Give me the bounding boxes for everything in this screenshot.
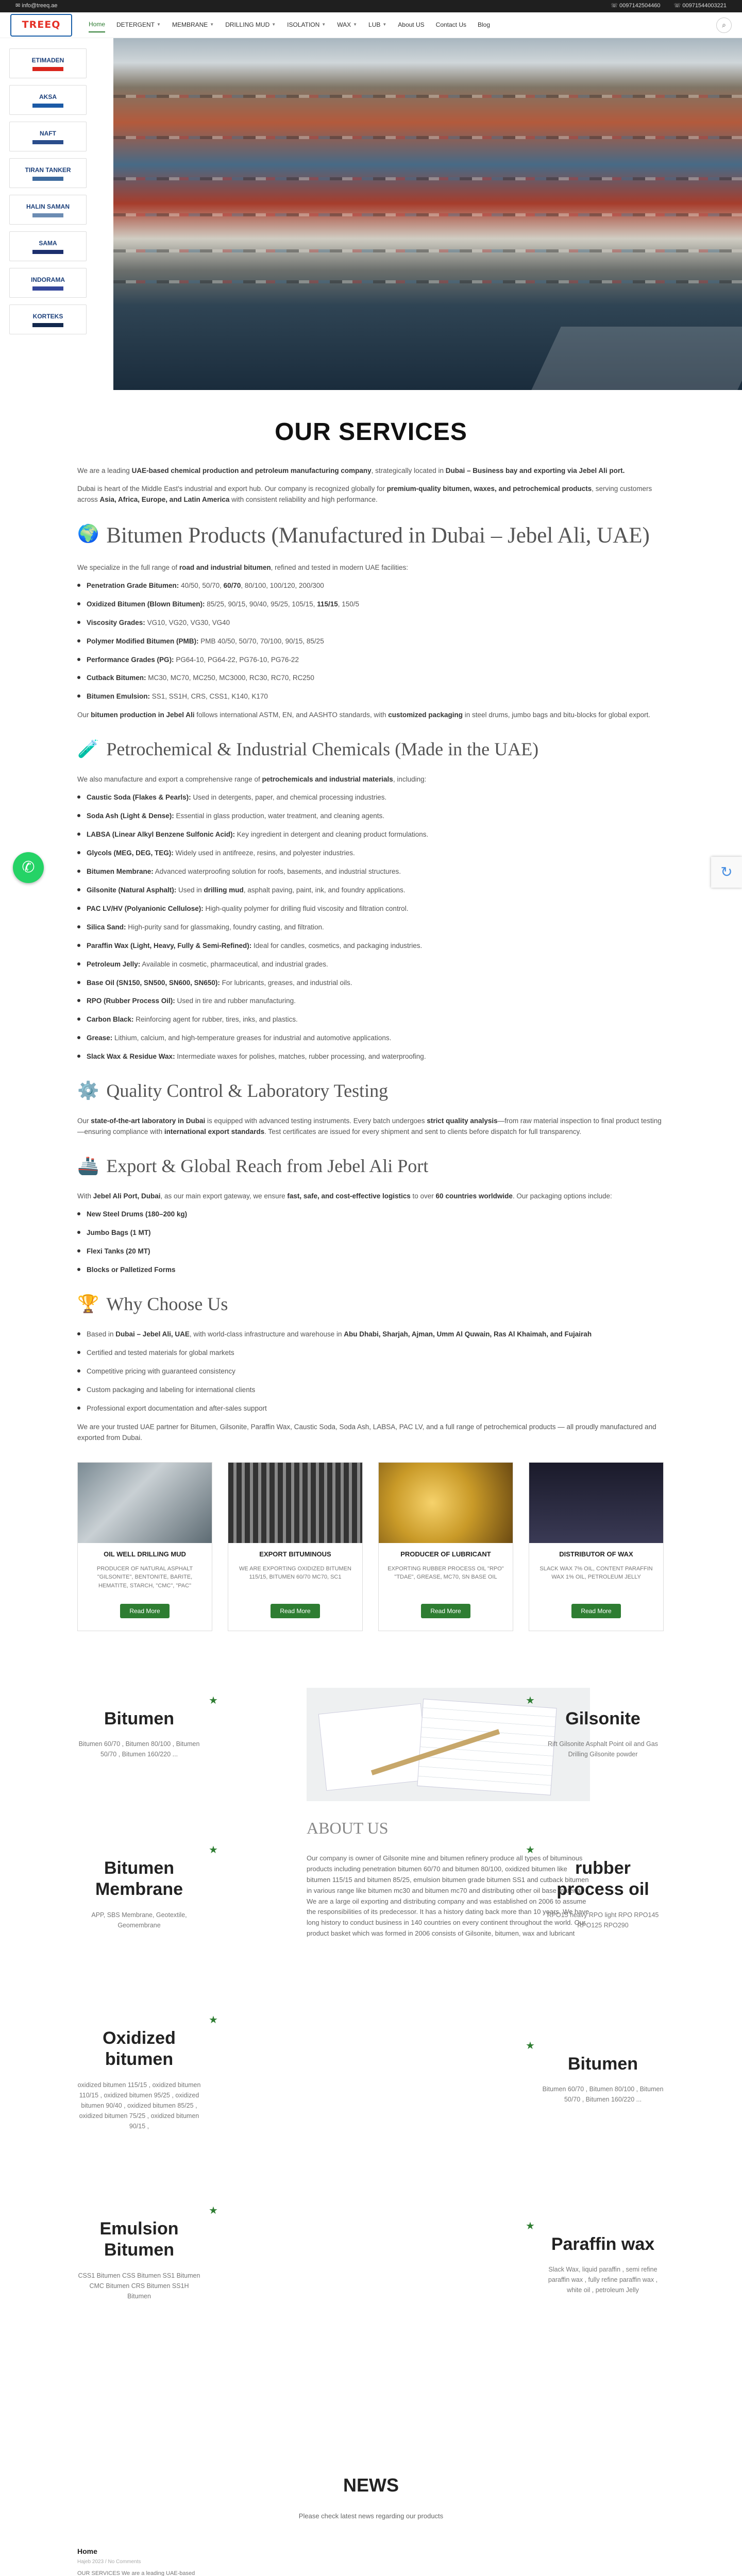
product-block[interactable]: [541, 2054, 665, 2105]
service-card-title: PRODUCER OF LUBRICANT: [400, 1550, 491, 1558]
bitumen-icon: 🌍: [77, 524, 99, 544]
product-name: Paraffin wax: [551, 2234, 655, 2254]
partner-logo[interactable]: KORTEKS: [9, 304, 87, 334]
why-list: [77, 1329, 665, 1414]
search-button[interactable]: [716, 18, 732, 33]
product-name: Gilsonite: [565, 1708, 640, 1728]
brand-color-bar: [32, 104, 63, 108]
star-icon: ★: [209, 2014, 218, 2026]
why-list-item: Certified and tested materials for global markets: [77, 1348, 665, 1359]
export-list-item: Blocks or Palletized Forms: [77, 1265, 665, 1276]
service-card: [529, 1462, 664, 1631]
service-card-image: [228, 1463, 362, 1543]
why-heading: 🏆 Why Choose Us: [77, 1293, 665, 1316]
hero-container-ship-photo: [113, 38, 742, 390]
chemicals-list-item: Caustic Soda (Flakes & Pearls): Used in detergents, paper, and chemical processing industries.: [77, 792, 665, 803]
news-item-title[interactable]: Home: [77, 2547, 97, 2555]
menu-item-contact-us[interactable]: Contact Us: [435, 21, 467, 29]
why-outro-paragraph: We are your trusted UAE partner for Bitumen, Gilsonite, Paraffin Wax, Caustic Soda, Soda Ash, LABSA, PAC LV, and a full range of petrochemical products — all proudly manufactured and exported from Dubai.: [77, 1422, 656, 1442]
services-intro-paragraph: Dubai is heart of the Middle East's industrial and export hub. Our company is recognized globally for premium-quality bitumen, waxes, and petrochemical products, serving customers across Asia, Africa, Europe, and Latin America with consistent reliability and high performance.: [77, 485, 652, 504]
partner-logo[interactable]: HALIN SAMAN: [9, 195, 87, 225]
bitumen-list-item: Viscosity Grades: VG10, VG20, VG30, VG40: [77, 618, 665, 629]
brand-color-bar: [32, 250, 63, 254]
phone-icon: ☏: [611, 3, 619, 9]
products-section: [77, 1688, 665, 2471]
topbar-phone-2[interactable]: ☏ 00971544003221: [673, 3, 727, 9]
main-content: [0, 390, 742, 2576]
service-card-description: WE ARE EXPORTING OXIDIZED BITUMEN 115/15, BITUMEN 60/70 MC70, SC1: [239, 1565, 351, 1581]
chevron-down-icon: ▼: [353, 22, 358, 27]
partner-logo[interactable]: ETIMADEN: [9, 48, 87, 78]
service-card-image: [78, 1463, 212, 1543]
product-block[interactable]: [77, 2218, 201, 2301]
star-icon: ★: [526, 1844, 535, 1856]
export-text-paragraph: With Jebel Ali Port, Dubai, as our main export gateway, we ensure fast, safe, and cost-effective logistics to over 60 countries worldwide. Our packaging options include:: [77, 1192, 612, 1200]
brand-color-bar: [32, 140, 63, 144]
chemicals-list-item: Base Oil (SN150, SN500, SN600, SN650): For lubricants, greases, and industrial oils.: [77, 978, 665, 989]
quality-heading: ⚙️ Quality Control & Laboratory Testing: [77, 1080, 665, 1103]
read-more-button[interactable]: Read More: [120, 1604, 170, 1618]
why-list-item: Custom packaging and labeling for international clients: [77, 1385, 665, 1396]
hero-banner: [0, 38, 742, 390]
services-section: [77, 390, 665, 1444]
chevron-down-icon: ▼: [272, 22, 276, 27]
brand-color-bar: [32, 67, 63, 71]
product-description: Bitumen 60/70 , Bitumen 80/100 , Bitumen 50/70 , Bitumen 160/220 ...: [78, 1740, 200, 1758]
product-name: Emulsion Bitumen: [99, 2218, 179, 2260]
chemicals-list: [77, 792, 665, 1062]
product-description: Slack Wax, liquid paraffin , semi refine paraffin wax , fully refine paraffin wax , white oil , petroleum Jelly: [548, 2266, 658, 2294]
service-card: [77, 1462, 212, 1631]
quality-icon: ⚙️: [77, 1081, 99, 1101]
star-icon: ★: [209, 1694, 218, 1706]
chemicals-list-item: Gilsonite (Natural Asphalt): Used in drilling mud, asphalt paving, paint, ink, and foundry applications.: [77, 885, 665, 896]
whatsapp-icon: ✆: [22, 858, 35, 876]
product-block[interactable]: [541, 1708, 665, 1759]
service-card-image: [529, 1463, 663, 1543]
star-icon: ★: [526, 1694, 535, 1706]
topbar-email[interactable]: ✉ info@treeq.ae: [15, 3, 58, 9]
read-more-button[interactable]: Read More: [271, 1604, 320, 1618]
chemicals-list-item: Paraffin Wax (Light, Heavy, Fully & Semi-Refined): Ideal for candles, cosmetics, and packaging industries.: [77, 941, 665, 952]
product-name: Bitumen: [568, 2054, 638, 2074]
menu-item-wax[interactable]: WAX ▼: [337, 21, 358, 29]
product-block[interactable]: [541, 2234, 665, 2295]
chevron-down-icon: ▼: [322, 22, 326, 27]
menu-item-detergent[interactable]: DETERGENT ▼: [116, 21, 161, 29]
chemicals-list-item: Slack Wax & Residue Wax: Intermediate waxes for polishes, matches, rubber processing, and waterproofing.: [77, 1052, 665, 1062]
export-list-item: Jumbo Bags (1 MT): [77, 1228, 665, 1239]
chemicals-list-item: RPO (Rubber Process Oil): Used in tire and rubber manufacturing.: [77, 996, 665, 1007]
brand-color-bar: [32, 213, 63, 217]
chevron-down-icon: ▼: [210, 22, 214, 27]
menu-item-blog[interactable]: Blog: [478, 21, 491, 29]
product-block[interactable]: [541, 1858, 665, 1930]
bitumen-list-item: Bitumen Emulsion: SS1, SS1H, CRS, CSS1, K140, K170: [77, 691, 665, 702]
star-icon: ★: [209, 2205, 218, 2216]
main-navbar: [0, 12, 742, 38]
why-list-item: Professional export documentation and after-sales support: [77, 1403, 665, 1414]
bitumen-list: [77, 581, 665, 702]
partner-logo[interactable]: SAMA: [9, 231, 87, 261]
news-item[interactable]: [77, 2546, 211, 2576]
bitumen-list-item: Cutback Bitumen: MC30, MC70, MC250, MC3000, RC30, RC70, RC250: [77, 673, 665, 684]
bitumen-outro-paragraph: Our bitumen production in Jebel Ali follows international ASTM, EN, and AASHTO standards, with customized packaging in steel drums, jumbo bags and bitu-blocks for global export.: [77, 711, 650, 719]
product-block[interactable]: [77, 2028, 201, 2131]
partner-logo[interactable]: AKSA: [9, 85, 87, 115]
partner-logo[interactable]: INDORAMA: [9, 268, 87, 298]
bitumen-list-item: Polymer Modified Bitumen (PMB): PMB 40/50, 50/70, 70/100, 90/15, 85/25: [77, 636, 665, 647]
about-text: Our company is owner of Gilsonite mine and bitumen refinery produce all types of bituminous products including penetration bitumen 60/70 and bitumen 80/100, oxidized bitumen like bitumen 115/15 and bitumen 85/25, emulsion bitumen grade bitumen SS1 and cutback bitumen in various range like bitumen mc30 and bitumen mc70 and distributing other oil base material We are a large oil exporting and distributing company and was established on 2006 to assume the responsibilities of its predecessor. It has a history dating back more than 10 years. We have long history to conduct business in 140 countries on every continent throughout the world. Our product basket which was formed in 2006 consists of Gilsonite, bitumen, wax and lubricant: [307, 1854, 589, 1937]
export-icon: 🚢: [77, 1157, 99, 1176]
mail-icon: ✉: [15, 3, 22, 9]
service-card-title: OIL WELL DRILLING MUD: [104, 1550, 186, 1558]
service-cards: [77, 1462, 665, 1631]
menu-item-drilling-mud[interactable]: DRILLING MUD ▼: [225, 21, 276, 29]
partner-logo[interactable]: NAFT: [9, 122, 87, 151]
chemicals-list-item: Carbon Black: Reinforcing agent for rubber, tires, inks, and plastics.: [77, 1014, 665, 1025]
export-list-item: Flexi Tanks (20 MT): [77, 1246, 665, 1257]
brand-color-bar: [32, 177, 63, 181]
product-description: RPO15 heavy RPO light RPO RPO145 RPO125 RPO290: [547, 1911, 659, 1929]
bitumen-heading: 🌍 Bitumen Products (Manufactured in Dubai – Jebel Ali, UAE): [77, 523, 665, 549]
bitumen-list-item: Oxidized Bitumen (Blown Bitumen): 85/25, 90/15, 90/40, 95/25, 105/15, 115/15, 150/5: [77, 599, 665, 610]
product-description: oxidized bitumen 115/15 , oxidized bitumen 110/15 , oxidized bitumen 95/25 , oxidized bitumen 90/40 , oxidized bitumen 85/25 , oxidized bitumen 75/25 , oxidized bitumen 90/15 ,: [77, 2081, 201, 2130]
service-card-description: EXPORTING RUBBER PROCESS OIL "RPO" "TDAE", GREASE, MC70, SN BASE OIL: [387, 1565, 504, 1581]
product-name: rubber process oil: [556, 1858, 649, 1900]
top-bar: [0, 0, 742, 12]
service-card-image: [379, 1463, 513, 1543]
search-icon: ⌕: [722, 20, 726, 29]
product-description: Rift Gilsonite Asphalt Point oil and Gas Drilling Gilsonite powder: [547, 1740, 658, 1758]
main-menu: [89, 18, 490, 32]
services-title: OUR SERVICES: [275, 418, 467, 446]
menu-item-about-us[interactable]: About US: [398, 21, 425, 29]
news-title: NEWS: [343, 2474, 399, 2496]
menu-item-isolation[interactable]: ISOLATION ▼: [287, 21, 326, 29]
news-subtitle: Please check latest news regarding our products: [298, 2512, 444, 2520]
news-item-excerpt: OUR SERVICES We are a leading UAE-based: [77, 2570, 195, 2576]
product-description: APP, SBS Membrane, Geotextile, Geomembrane: [91, 1911, 187, 1929]
chemicals-heading: 🧪 Petrochemical & Industrial Chemicals (Made in the UAE): [77, 738, 665, 761]
service-card-title: DISTRIBUTOR OF WAX: [559, 1550, 633, 1558]
menu-item-lub[interactable]: LUB ▼: [368, 21, 387, 29]
service-card: [378, 1462, 513, 1631]
chemicals-list-item: PAC LV/HV (Polyanionic Cellulose): High-quality polymer for drilling fluid viscosity and filtration control.: [77, 904, 665, 914]
chemicals-list-item: Silica Sand: High-purity sand for glassmaking, foundry casting, and filtration.: [77, 922, 665, 933]
menu-item-membrane[interactable]: MEMBRANE ▼: [172, 21, 214, 29]
star-icon: ★: [526, 2040, 535, 2052]
recaptcha-icon: ↻: [720, 864, 733, 880]
service-card-description: PRODUCER OF NATURAL ASPHALT "GILSONITE", BENTONITE, BARITE, HEMATITE, STARCH, "CMC", "PAC": [96, 1565, 193, 1589]
read-more-button[interactable]: Read More: [571, 1604, 621, 1618]
product-name: Bitumen Membrane: [95, 1858, 183, 1900]
about-title: ABOUT US: [307, 1818, 389, 1837]
partner-brands: [9, 48, 87, 334]
brand-color-bar: [32, 286, 63, 291]
chemicals-intro-paragraph: We also manufacture and export a comprehensive range of petrochemicals and industrial materials, including:: [77, 775, 427, 784]
chevron-down-icon: ▼: [157, 22, 161, 27]
brand-color-bar: [32, 323, 63, 327]
chemicals-list-item: Bitumen Membrane: Advanced waterproofing solution for roofs, basements, and industrial structures.: [77, 867, 665, 877]
service-card-title: EXPORT BITUMINOUS: [259, 1550, 331, 1558]
why-list-item: Competitive pricing with guaranteed consistency: [77, 1366, 665, 1377]
chemicals-list-item: Soda Ash (Light & Dense): Essential in glass production, water treatment, and cleaning agents.: [77, 811, 665, 822]
why-icon: 🏆: [77, 1294, 99, 1314]
product-description: CSS1 Bitumen CSS Bitumen SS1 Bitumen CMC Bitumen CRS Bitumen SS1H Bitumen: [78, 2272, 200, 2300]
partner-logo[interactable]: TIRAN TANKER: [9, 158, 87, 188]
bitumen-intro-paragraph: We specialize in the full range of road and industrial bitumen, refined and tested in modern UAE facilities:: [77, 563, 409, 571]
quality-text-paragraph: Our state-of-the-art laboratory in Dubai is equipped with advanced testing instruments. Every batch undergoes strict quality analysis—from raw material inspection to final product testing—ensuring compliance with international export standards. Test certificates are issued for every shipment and sent to clients before dispatch for full transparency.: [77, 1117, 662, 1136]
bitumen-list-item: Performance Grades (PG): PG64-10, PG64-22, PG76-10, PG76-22: [77, 655, 665, 666]
bitumen-list-item: Penetration Grade Bitumen: 40/50, 50/70, 60/70, 80/100, 100/120, 200/300: [77, 581, 665, 591]
news-section: [77, 2471, 665, 2576]
chemicals-icon: 🧪: [77, 740, 99, 759]
export-heading: 🚢 Export & Global Reach from Jebel Ali Port: [77, 1155, 665, 1178]
export-list: [77, 1209, 665, 1276]
topbar-phone-1[interactable]: ☏ 0097142504460: [611, 3, 661, 9]
chemicals-list-item: Glycols (MEG, DEG, TEG): Widely used in antifreeze, resins, and polyester industries.: [77, 848, 665, 859]
chemicals-list-item: Grease: Lithium, calcium, and high-temperature greases for industrial and automotive applications.: [77, 1033, 665, 1044]
chemicals-list-item: LABSA (Linear Alkyl Benzene Sulfonic Acid): Key ingredient in detergent and cleaning product formulations.: [77, 829, 665, 840]
site-logo[interactable]: TREEQ: [10, 14, 72, 37]
why-list-item: Based in Dubai – Jebel Ali, UAE, with world-class infrastructure and warehouse in Abu Dhabi, Sharjah, Ajman, Umm Al Quwain, Ras Al Khaimah, and Fujairah: [77, 1329, 665, 1340]
chemicals-list-item: Petroleum Jelly: Available in cosmetic, pharmaceutical, and industrial grades.: [77, 959, 665, 970]
menu-item-home[interactable]: Home: [89, 18, 105, 32]
chevron-down-icon: ▼: [382, 22, 387, 27]
service-card: [228, 1462, 363, 1631]
star-icon: ★: [526, 2220, 535, 2232]
read-more-button[interactable]: Read More: [421, 1604, 470, 1618]
product-name: Bitumen: [104, 1708, 174, 1728]
product-block[interactable]: [77, 1858, 201, 1930]
service-card-description: SLACK WAX 7% OIL, CONTENT PARAFFIN WAX 1% OIL, PETROLEUM JELLY: [539, 1565, 653, 1581]
services-intro-paragraph: We are a leading UAE-based chemical production and petroleum manufacturing company, strategically located in Dubai – Business bay and exporting via Jebel Ali port.: [77, 467, 625, 475]
product-description: Bitumen 60/70 , Bitumen 80/100 , Bitumen 50/70 , Bitumen 160/220 ...: [542, 2086, 664, 2104]
product-name: Oxidized bitumen: [103, 2028, 176, 2070]
news-item-date: Hajeb 2023 / No Comments: [77, 2559, 141, 2565]
export-list-item: New Steel Drums (180–200 kg): [77, 1209, 665, 1220]
phone-icon: ☏: [673, 3, 683, 9]
product-block[interactable]: [77, 1708, 201, 1759]
star-icon: ★: [209, 1844, 218, 1856]
